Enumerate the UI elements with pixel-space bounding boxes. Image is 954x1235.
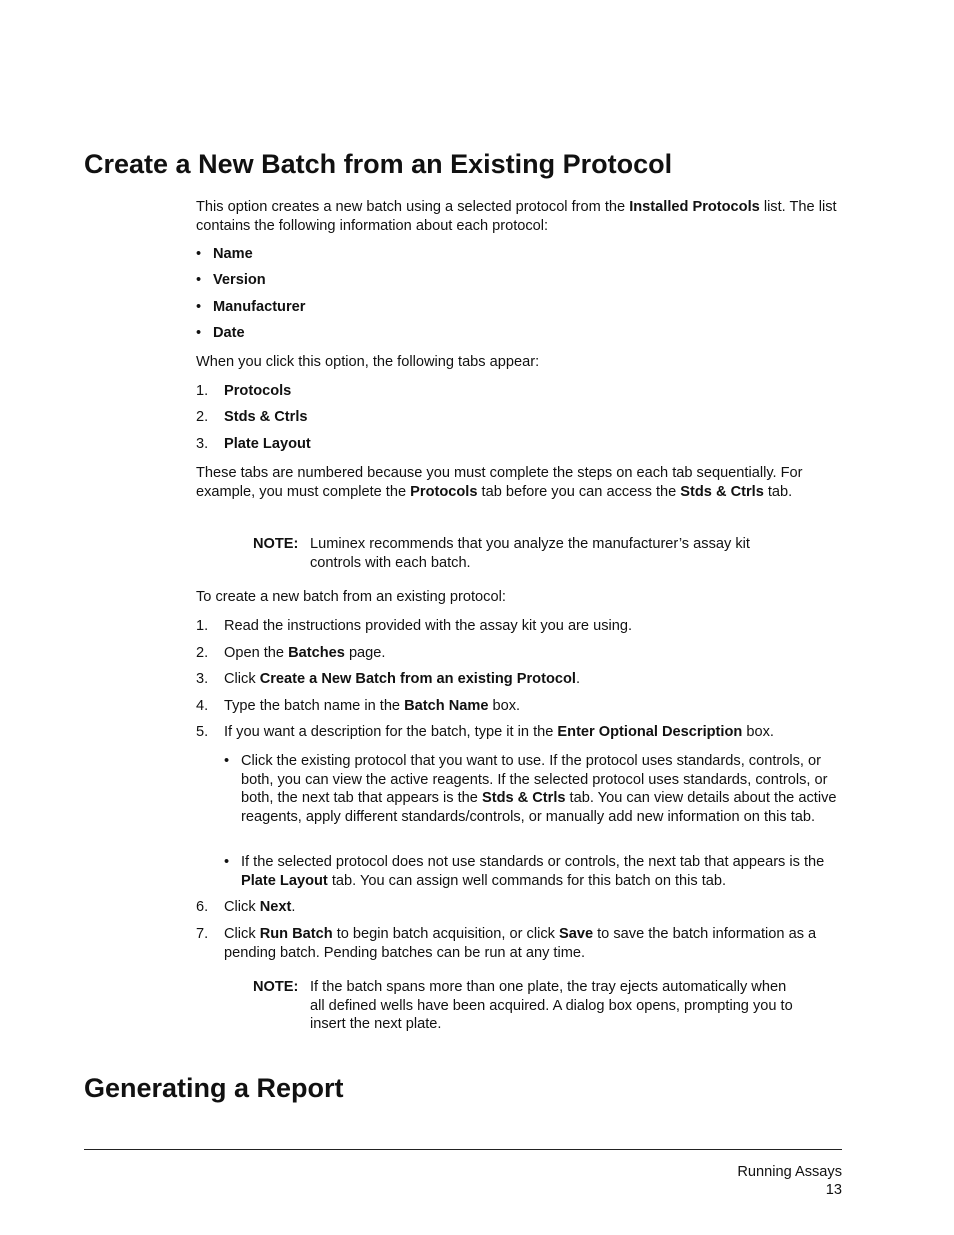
list-item: 1. Protocols: [196, 383, 292, 399]
bullet-icon: •: [196, 324, 202, 341]
step-3: 3. Click Create a New Batch from an existing Protocol.: [196, 671, 581, 687]
note-2: NOTE: If the batch spans more than one plate, the tray ejects automatically when all defined wells have been acquired. A dialog box opens, prompting you to insert the next plate.: [253, 979, 793, 1033]
list-item: • Name: [196, 246, 253, 262]
section-heading-generating-report: Generating a Report: [84, 1073, 344, 1103]
page-footer: [737, 1163, 842, 1199]
footer-divider: [84, 1149, 842, 1150]
intro-paragraph: This option creates a new batch using a selected protocol from the Installed Protocols list. The list contains the following information about each protocol:: [196, 199, 837, 234]
list-item: 3. Plate Layout: [196, 435, 311, 452]
step-5-subitem-b: • If the selected protocol does not use standards or controls, the next tab that appears is the Plate Layout tab. You can assign well commands for this batch on this tab.: [224, 854, 825, 889]
bullet-icon: •: [196, 298, 202, 315]
procedure-intro: To create a new batch from an existing protocol:: [196, 589, 506, 605]
section-heading-create-batch: Create a New Batch from an Existing Protocol: [84, 149, 673, 179]
bullet-icon: •: [196, 272, 202, 289]
step-7: 7. Click Run Batch to begin batch acquisition, or click Save to save the batch information as a pending batch. Pending batches can be run at any time.: [196, 926, 817, 961]
bullet-icon: •: [224, 854, 230, 870]
step-5-subitem-a: • Click the existing protocol that you want to use. If the protocol uses standards, controls, or both, you can view the active reagents. If the selected protocol uses standards, controls, or both, the next tab that appears is the Stds & Ctrls tab. You can view details about the active reagents, apply different standards/controls, or manually add new information on this tab.: [224, 753, 837, 825]
step-4: 4. Type the batch name in the Batch Name box.: [196, 698, 521, 714]
bullet-icon: •: [196, 246, 202, 262]
tabs-intro: When you click this option, the following tabs appear:: [196, 354, 540, 370]
page-number: 13: [825, 1182, 842, 1198]
step-1: 1. Read the instructions provided with the assay kit you are using.: [196, 618, 633, 634]
footer-chapter: Running Assays: [737, 1164, 842, 1180]
list-item: • Date: [196, 324, 245, 341]
note-1: NOTE: Luminex recommends that you analyze the manufacturer’s assay kit controls with each batch.: [253, 536, 750, 571]
bullet-icon: •: [224, 753, 230, 769]
note-label: NOTE:: [253, 979, 299, 995]
step-5: 5. If you want a description for the batch, type it in the Enter Optional Description box.: [196, 724, 774, 740]
list-item: • Version: [196, 272, 266, 289]
sequence-paragraph: These tabs are numbered because you must complete the steps on each tab sequentially. For example, you must complete the Protocols tab before you can access the Stds & Ctrls tab.: [196, 465, 803, 500]
list-item: • Manufacturer: [196, 298, 306, 315]
step-2: 2. Open the Batches page.: [196, 645, 386, 661]
tabs-list: [196, 382, 846, 453]
protocol-info-list: [196, 245, 846, 342]
note-label: NOTE:: [253, 536, 299, 552]
step-6: 6. Click Next.: [196, 899, 296, 915]
list-item: 2. Stds & Ctrls: [196, 409, 308, 426]
